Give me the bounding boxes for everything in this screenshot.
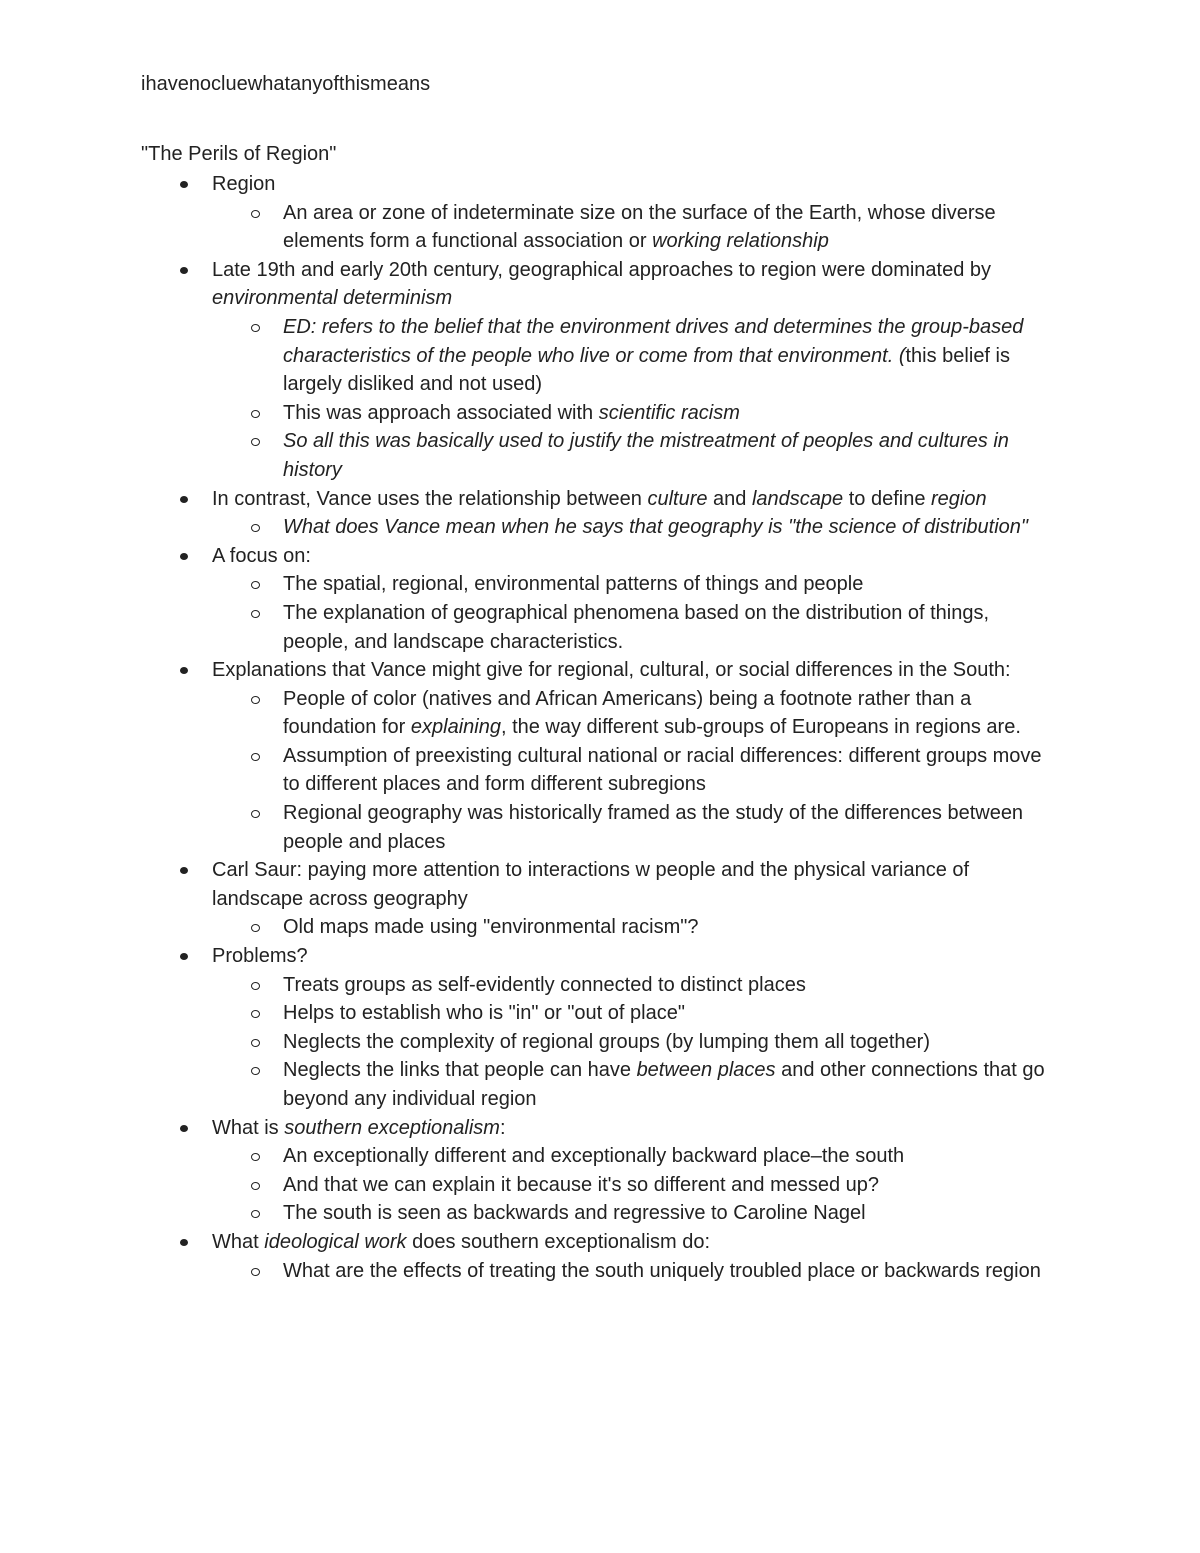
- document-title: "The Perils of Region": [141, 143, 337, 165]
- list-item-text: [212, 542, 1062, 571]
- list-item-text: [212, 485, 1062, 514]
- sub-list-item: [0, 1199, 1053, 1228]
- sub-list-item: [0, 1142, 1053, 1171]
- hollow-bullet-icon: [251, 1067, 260, 1075]
- text-segment: What does Vance mean when he says that geography is "the science of distribution": [283, 516, 1028, 539]
- filled-bullet-icon: [180, 496, 188, 503]
- sub-list-item: [0, 971, 1053, 1000]
- list-item: [0, 942, 1062, 1114]
- sub-list-item-text: [283, 1257, 1053, 1286]
- filled-bullet-icon: [180, 1125, 188, 1132]
- hollow-bullet-icon: [251, 1182, 260, 1190]
- sub-list-item-text: [283, 570, 1053, 599]
- hollow-bullet-icon: [251, 696, 260, 704]
- text-segment: does southern exceptionalism do:: [406, 1230, 711, 1253]
- hollow-bullet-icon: [251, 753, 260, 761]
- text-segment: and other connections that go beyond any individual region: [283, 1059, 1045, 1110]
- text-segment: :: [499, 1116, 506, 1139]
- text-segment: The spatial, regional, environmental patterns of things and people: [283, 573, 864, 596]
- hollow-bullet-icon: [251, 1268, 260, 1276]
- text-segment: Regional geography was historically framed as the study of the differences between people and places: [283, 802, 1024, 853]
- sub-list-item: [0, 570, 1053, 599]
- sub-list-item-text: [283, 313, 1053, 399]
- text-segment: An exceptionally different and exceptionally backward place–the south: [283, 1145, 905, 1168]
- list-item-text: [212, 856, 1062, 913]
- list-item: [0, 170, 1062, 256]
- document-header: ihavenocluewhatanyofthismeans: [141, 73, 431, 95]
- text-segment: Assumption of preexisting cultural national or racial differences: different groups move to different places and form different subregions: [283, 744, 1042, 796]
- text-segment: What are the effects of treating the south uniquely troubled place or backwards region: [283, 1259, 1041, 1282]
- sub-list-item-text: [283, 399, 1053, 428]
- sub-list-item-text: [283, 742, 1053, 799]
- hollow-bullet-icon: [251, 982, 260, 990]
- sub-list-item: [0, 399, 1053, 428]
- sub-list-item: [0, 1171, 1053, 1200]
- list-item-text: [212, 942, 1062, 971]
- sub-list-item-text: [283, 199, 1053, 256]
- text-segment: Explanations that Vance might give for regional, cultural, or social differences in the South:: [212, 659, 1011, 682]
- hollow-bullet-icon: [251, 438, 260, 446]
- hollow-bullet-icon: [251, 210, 260, 218]
- filled-bullet-icon: [180, 867, 188, 874]
- sub-list-item-text: [283, 1171, 1053, 1200]
- text-segment: environmental determinism: [212, 287, 453, 310]
- sub-list-item: [0, 599, 1053, 656]
- text-segment: What: [212, 1230, 265, 1253]
- text-segment: southern exceptionalism: [284, 1116, 500, 1139]
- hollow-bullet-icon: [251, 1153, 260, 1161]
- filled-bullet-icon: [180, 953, 188, 960]
- hollow-bullet-icon: [251, 610, 260, 618]
- hollow-bullet-icon: [251, 1210, 260, 1218]
- text-segment: The south is seen as backwards and regressive to Caroline Nagel: [283, 1202, 866, 1225]
- sub-list-item-text: [283, 1056, 1053, 1113]
- filled-bullet-icon: [180, 553, 188, 560]
- list-item: [0, 256, 1062, 485]
- text-segment: Late 19th and early 20th century, geographical approaches to region were dominated by: [212, 258, 992, 281]
- sub-list-item-text: [283, 799, 1053, 856]
- text-segment: This was approach associated with: [283, 401, 599, 424]
- filled-bullet-icon: [180, 667, 188, 674]
- text-segment: to define: [843, 487, 931, 510]
- text-segment: Old maps made using "environmental racism"?: [283, 916, 699, 939]
- list-item-text: [212, 1228, 1062, 1257]
- list-item: [0, 485, 1062, 542]
- sub-list-item: [0, 199, 1053, 256]
- hollow-bullet-icon: [251, 1039, 260, 1047]
- filled-bullet-icon: [180, 181, 188, 188]
- sub-list-item-text: [283, 1142, 1053, 1171]
- sub-list-item: [0, 685, 1053, 742]
- sub-list-item: [0, 742, 1053, 799]
- hollow-bullet-icon: [251, 924, 260, 932]
- sub-list-item: [0, 1257, 1053, 1286]
- notes-outline: [0, 170, 1200, 1285]
- sub-list: [0, 971, 1062, 1114]
- sub-list: [0, 513, 1062, 542]
- sub-list-item-text: [283, 999, 1053, 1028]
- text-segment: explaining: [410, 716, 501, 739]
- text-segment: In contrast, Vance uses the relationship between: [212, 487, 648, 510]
- sub-list-item-text: [283, 1199, 1053, 1228]
- hollow-bullet-icon: [251, 410, 260, 418]
- text-segment: , the way different sub-groups of Europeans in regions are.: [500, 716, 1021, 739]
- sub-list-item: [0, 999, 1053, 1028]
- sub-list-item-text: [283, 599, 1053, 656]
- sub-list-item: [0, 1056, 1053, 1113]
- list-item: [0, 542, 1062, 656]
- text-segment: ideological work: [264, 1230, 407, 1253]
- text-segment: this belief is largely disliked and not used): [283, 344, 1010, 396]
- sub-list: [0, 913, 1062, 942]
- text-segment: What is: [212, 1116, 285, 1139]
- list-item-text: [212, 256, 1062, 313]
- hollow-bullet-icon: [251, 1010, 260, 1018]
- list-item-text: [212, 170, 1062, 199]
- text-segment: People of color (natives and African Americans) being a footnote rather than a foundation for: [283, 687, 972, 739]
- list-item: [0, 656, 1062, 856]
- text-segment: Region: [212, 173, 276, 195]
- text-segment: Carl Saur: paying more attention to interactions w people and the physical variance of landscape across geography: [212, 859, 970, 910]
- text-segment: The explanation of geographical phenomena based on the distribution of things, people, and landscape characteristics.: [283, 601, 990, 653]
- text-segment: scientific racism: [598, 401, 740, 424]
- text-segment: and: [707, 487, 752, 510]
- sub-list-item-text: [283, 913, 1053, 942]
- text-segment: landscape: [751, 487, 844, 510]
- list-item: [0, 1228, 1062, 1285]
- hollow-bullet-icon: [251, 810, 260, 818]
- sub-list-item-text: [283, 1028, 1053, 1057]
- list-item-text: [212, 656, 1062, 685]
- sub-list: [0, 685, 1062, 857]
- sub-list: [0, 199, 1062, 256]
- text-segment: region: [931, 487, 987, 510]
- sub-list-item: [0, 1028, 1053, 1057]
- list-item: [0, 1114, 1062, 1228]
- sub-list-item: [0, 513, 1053, 542]
- text-segment: between places: [636, 1059, 776, 1082]
- text-segment: Treats groups as self-evidently connected to distinct places: [283, 973, 806, 996]
- sub-list-item-text: [283, 513, 1053, 542]
- sub-list: [0, 1257, 1062, 1286]
- sub-list-item: [0, 913, 1053, 942]
- sub-list: [0, 570, 1062, 656]
- sub-list-item-text: [283, 685, 1053, 742]
- list-item-text: [212, 1114, 1062, 1143]
- text-segment: working relationship: [652, 230, 829, 253]
- sub-list-item-text: [283, 427, 1053, 484]
- text-segment: And that we can explain it because it's so different and messed up?: [283, 1173, 880, 1196]
- hollow-bullet-icon: [251, 524, 260, 532]
- sub-list-item: [0, 313, 1053, 399]
- hollow-bullet-icon: [251, 581, 260, 589]
- text-segment: Neglects the complexity of regional groups (by lumping them all together): [283, 1030, 930, 1053]
- list-item: [0, 856, 1062, 942]
- sub-list-item-text: [283, 971, 1053, 1000]
- text-segment: A focus on:: [212, 544, 311, 567]
- hollow-bullet-icon: [251, 324, 260, 332]
- text-segment: culture: [647, 487, 708, 510]
- text-segment: So all this was basically used to justify the mistreatment of peoples and cultures in history: [283, 430, 1009, 481]
- filled-bullet-icon: [180, 1239, 188, 1246]
- sub-list-item: [0, 799, 1053, 856]
- filled-bullet-icon: [180, 267, 188, 274]
- sub-list-item: [0, 427, 1053, 484]
- sub-list: [0, 313, 1062, 485]
- text-segment: Neglects the links that people can have: [283, 1059, 637, 1082]
- text-segment: An area or zone of indeterminate size on the surface of the Earth, whose diverse elements form a functional association or: [283, 201, 996, 253]
- text-segment: ED: refers to the belief that the environment drives and determines the group-based characteristics of the people who live or come from that environment. (: [283, 315, 1024, 367]
- text-segment: Helps to establish who is "in" or "out of place": [283, 1002, 685, 1025]
- sub-list: [0, 1142, 1062, 1228]
- text-segment: Problems?: [212, 945, 308, 968]
